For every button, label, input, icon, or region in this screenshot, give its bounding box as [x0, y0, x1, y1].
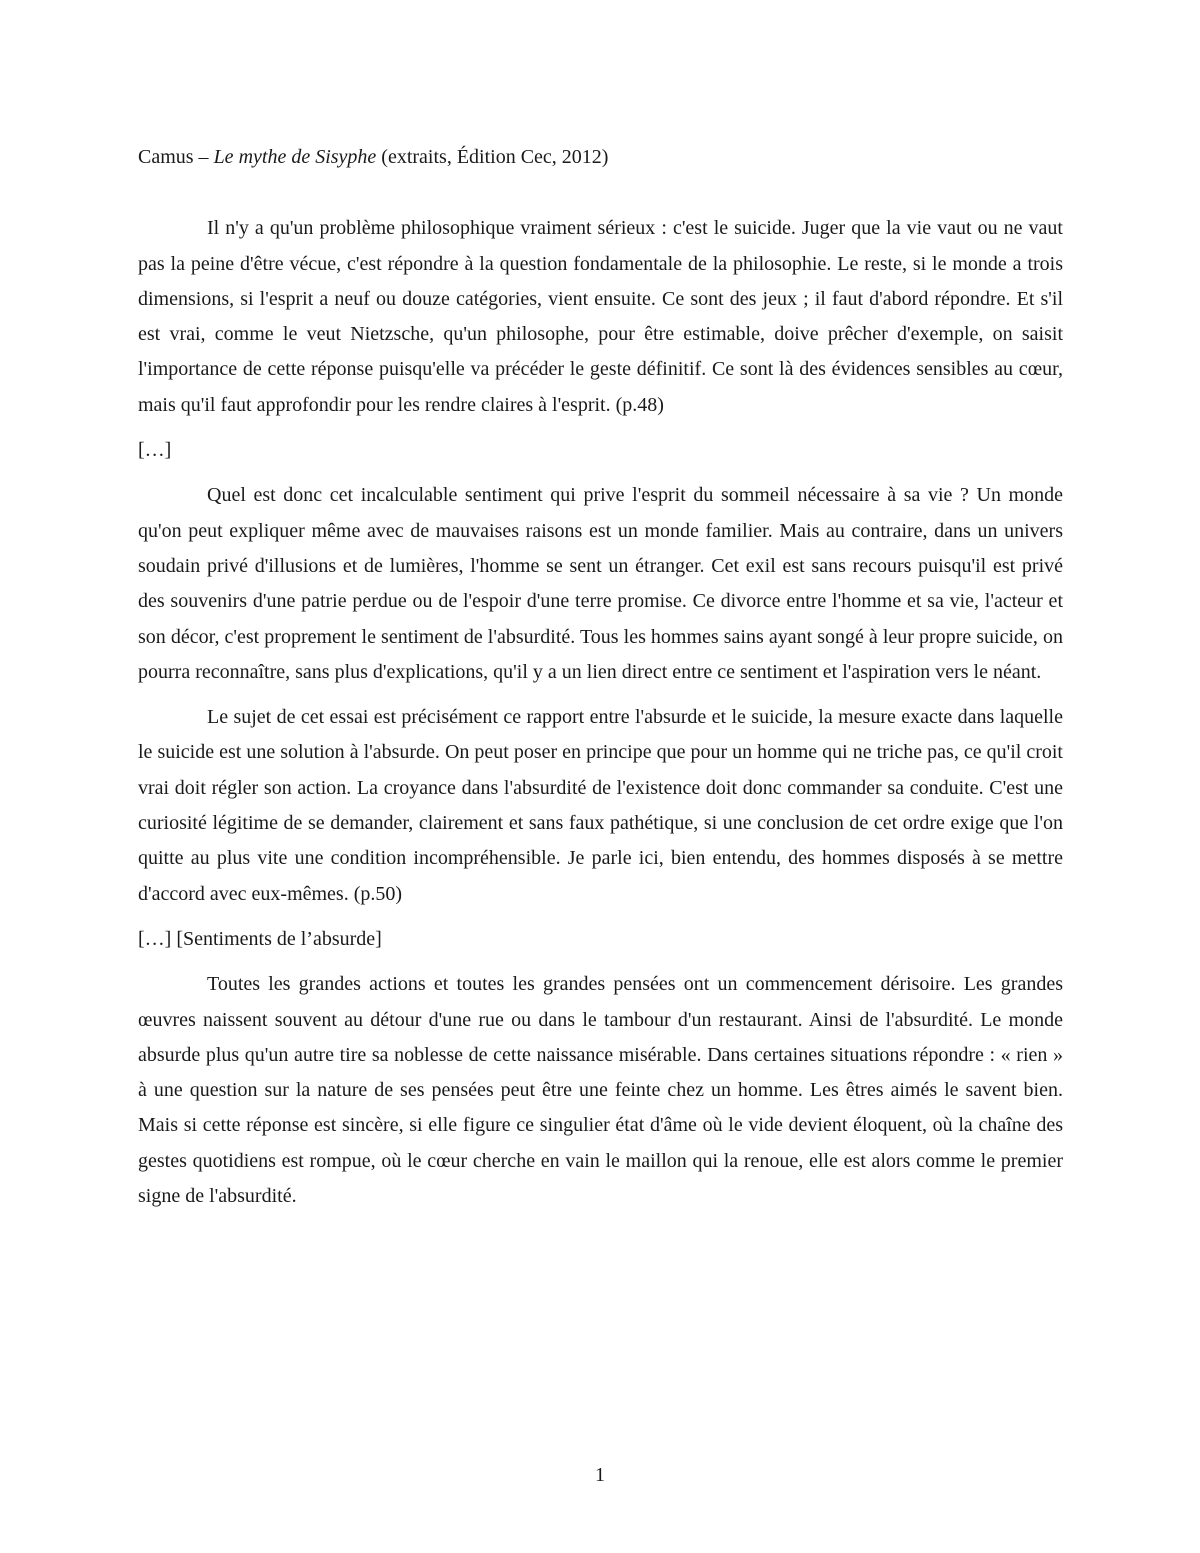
- title-work: Le mythe de Sisyphe: [213, 146, 377, 168]
- document-title: [138, 140, 1063, 175]
- paragraph-3: Le sujet de cet essai est précisément ce rapport entre l'absurde et le suicide, la mesure exacte dans laquelle le suicide est une solution à l'absurde. On peut poser en principe que pour un homme qui ne triche pas, ce qu'il croit vrai doit régler son action. La croyance dans l'absurdité de l'existence doit donc commander sa conduite. C'est une curiosité légitime de se demander, clairement et sans faux pathétique, si une conclusion de cet ordre exige que l'on quitte au plus vite une condition incompréhensible. Je parle ici, bien entendu, des hommes disposés à se mettre d'accord avec eux-mêmes. (p.50): [138, 706, 1063, 905]
- document-page: [138, 140, 1063, 1214]
- title-author: Camus –: [138, 146, 214, 168]
- ellipsis-marker-2: […] [Sentiments de l’absurde]: [138, 927, 382, 950]
- paragraph-4: Toutes les grandes actions et toutes les grandes pensées ont un commencement dérisoire. Les grandes œuvres naissent souvent au détour d'une rue ou dans le tambour d'un restaurant. Ainsi de l'absurdité. Le monde absurde plus qu'un autre tire sa noblesse de cette naissance misérable. Dans certaines situations répondre : « rien » à une question sur la nature de ses pensées peut être une feinte chez un homme. Les êtres aimés le savent bien. Mais si cette réponse est sincère, si elle figure ce singulier état d'âme où le vide devient éloquent, où la chaîne des gestes quotidiens est rompue, où le cœur cherche en vain le maillon qui la renoue, elle est alors comme le premier signe de l'absurdité.: [138, 973, 1063, 1208]
- title-edition: (extraits, Édition Cec, 2012): [376, 146, 609, 168]
- paragraph-1: Il n'y a qu'un problème philosophique vraiment sérieux : c'est le suicide. Juger que la vie vaut ou ne vaut pas la peine d'être vécue, c'est répondre à la question fondamentale de la philosophie. Le reste, si le monde a trois dimensions, si l'esprit a neuf ou douze catégories, vient ensuite. Ce sont des jeux ; il faut d'abord répondre. Et s'il est vrai, comme le veut Nietzsche, qu'un philosophe, pour être estimable, doive prêcher d'exemple, on saisit l'importance de cette réponse puisqu'elle va précéder le geste définitif. Ce sont là des évidences sensibles au cœur, mais qu'il faut approfondir pour les rendre claires à l'esprit. (p.48): [138, 217, 1063, 416]
- paragraph-2: Quel est donc cet incalculable sentiment qui prive l'esprit du sommeil nécessaire à sa vie ? Un monde qu'on peut expliquer même avec de mauvaises raisons est un monde familier. Mais au contraire, dans un univers soudain privé d'illusions et de lumières, l'homme se sent un étranger. Cet exil est sans recours puisqu'il est privé des souvenirs d'une patrie perdue ou de l'espoir d'une terre promise. Ce divorce entre l'homme et sa vie, l'acteur et son décor, c'est proprement le sentiment de l'absurdité. Tous les hommes sains ayant songé à leur propre suicide, on pourra reconnaître, sans plus d'explications, qu'il y a un lien direct entre ce sentiment et l'aspiration vers le néant.: [138, 484, 1063, 683]
- page-number: 1: [595, 1464, 605, 1486]
- ellipsis-marker-1: […]: [138, 439, 172, 462]
